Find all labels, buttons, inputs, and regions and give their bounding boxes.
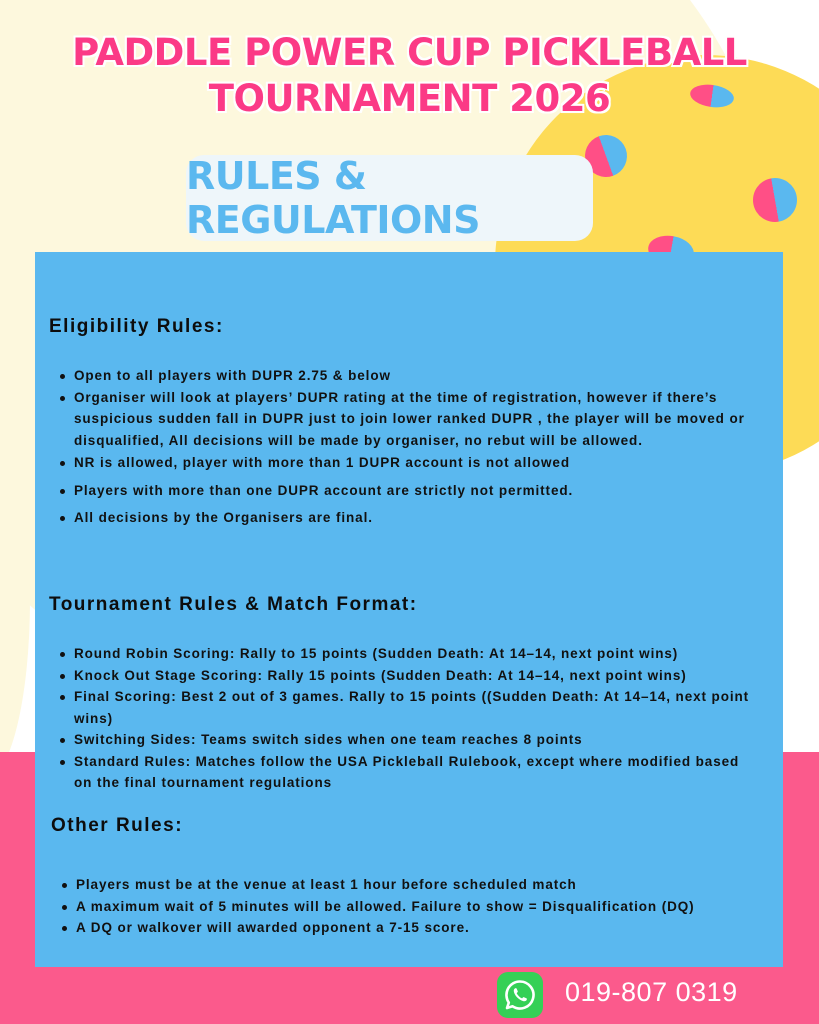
eligibility-rules-list: [55, 365, 760, 529]
list-item: Players must be at the venue at least 1 hour before scheduled match: [57, 874, 762, 896]
list-item: Players with more than one DUPR account are strictly not permitted.: [55, 480, 760, 502]
contact-phone[interactable]: 019-807 0319: [565, 977, 738, 1007]
subtitle-banner: [186, 155, 593, 241]
list-item: Round Robin Scoring: Rally to 15 points (Sudden Death: At 14–14, next point wins): [55, 643, 760, 665]
section-heading-tournament: Tournament Rules & Match Format:: [49, 594, 418, 615]
list-item: Standard Rules: Matches follow the USA Pickleball Rulebook, except where modified based on the final tournament regulations: [55, 751, 760, 794]
list-item: Final Scoring: Best 2 out of 3 games. Rally to 15 points ((Sudden Death: At 14–14, next point wins): [55, 686, 760, 729]
section-heading-other: Other Rules:: [51, 815, 184, 836]
list-item: Knock Out Stage Scoring: Rally 15 points (Sudden Death: At 14–14, next point wins): [55, 665, 760, 687]
list-item: NR is allowed, player with more than 1 DUPR account is not allowed: [55, 452, 760, 474]
rules-panel: [35, 252, 783, 967]
subtitle: RULES & REGULATIONS: [186, 154, 480, 242]
whatsapp-icon[interactable]: [497, 972, 543, 1018]
tournament-rules-list: [55, 643, 760, 794]
ball-hole: [750, 175, 801, 226]
list-item: Organiser will look at players’ DUPR rating at the time of registration, however if there’s suspicious sudden fall in DUPR just to join lower ranked DUPR , the player will be moved or disqualified, All decisions will be made by organiser, no rebut will be allowed.: [55, 387, 760, 452]
page-title: PADDLE POWER CUP PICKLEBALL TOURNAMENT 2026: [72, 31, 747, 120]
list-item: All decisions by the Organisers are final.: [55, 507, 760, 529]
other-rules-list: [57, 874, 762, 939]
list-item: A maximum wait of 5 minutes will be allowed. Failure to show = Disqualification (DQ): [57, 896, 762, 918]
list-item: Switching Sides: Teams switch sides when one team reaches 8 points: [55, 729, 760, 751]
list-item: A DQ or walkover will awarded opponent a 7-15 score.: [57, 917, 762, 939]
whatsapp-glyph: [503, 978, 537, 1012]
list-item: Open to all players with DUPR 2.75 & below: [55, 365, 760, 387]
section-heading-eligibility: Eligibility Rules:: [49, 316, 224, 337]
